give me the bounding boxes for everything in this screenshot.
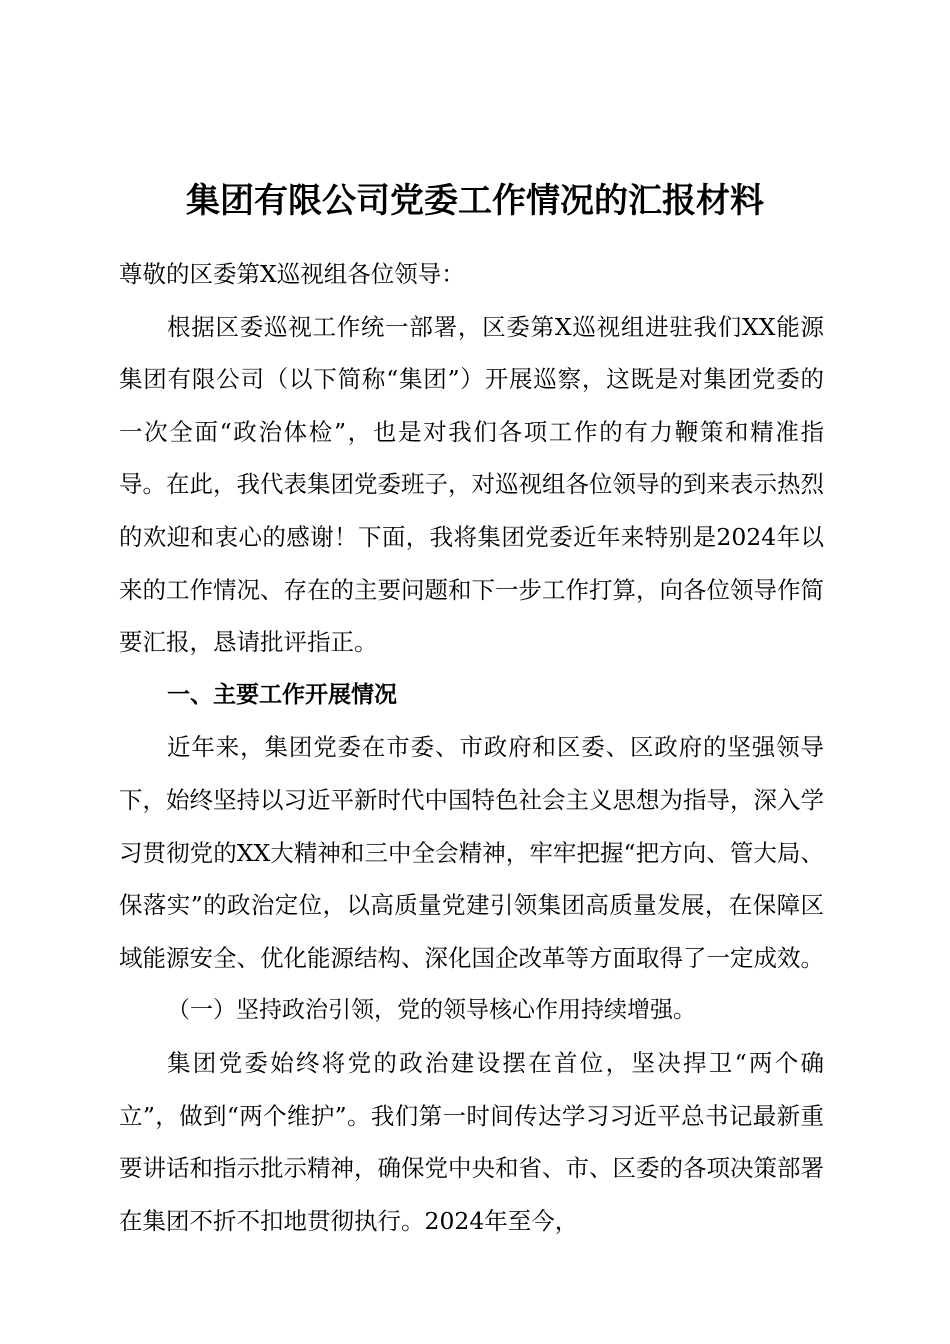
document-title: 集团有限公司党委工作情况的汇报材料	[186, 181, 764, 221]
subsection-paragraph: 集团党委始终将党的政治建设摆在首位，坚决捍卫“两个确立”，做到“两个维护”。我们第一时间传达学习习近平总书记最新重要讲话和指示批示精神，确保党中央和省、市、区委的各项决策部署在集团不折不扣地贯彻执行。2024年至今，	[119, 1048, 824, 1235]
salutation: 尊敬的区委第X巡视组各位领导：	[119, 260, 465, 288]
subsection-heading: （一）坚持政治引领，党的领导核心作用持续增强。	[167, 997, 696, 1024]
intro-paragraph: 根据区委巡视工作统一部署，区委第X巡视组进驻我们XX能源集团有限公司（以下简称“集团”）开展巡察，这既是对集团党委的一次全面“政治体检”，也是对我们各项工作的有力鞭策和精准指导。在此，我代表集团党委班子，对巡视组各位领导的到来表示热烈的欢迎和衷心的感谢！下面，我将集团党委近年来特别是2024年以来的工作情况、存在的主要问题和下一步工作打算，向各位领导作简要汇报，恳请批评指正。	[119, 312, 824, 657]
document-body	[119, 248, 824, 1247]
section-paragraph: 近年来，集团党委在市委、市政府和区委、区政府的坚强领导下，始终坚持以习近平新时代中国特色社会主义思想为指导，深入学习贯彻党的XX大精神和三中全会精神，牢牢把握“把方向、管大局、保落实”的政治定位，以高质量党建引领集团高质量发展，在保障区域能源安全、优化能源结构、深化国企改革等方面取得了一定成效。	[119, 733, 824, 972]
section-heading: 一、主要工作开展情况	[167, 681, 397, 708]
